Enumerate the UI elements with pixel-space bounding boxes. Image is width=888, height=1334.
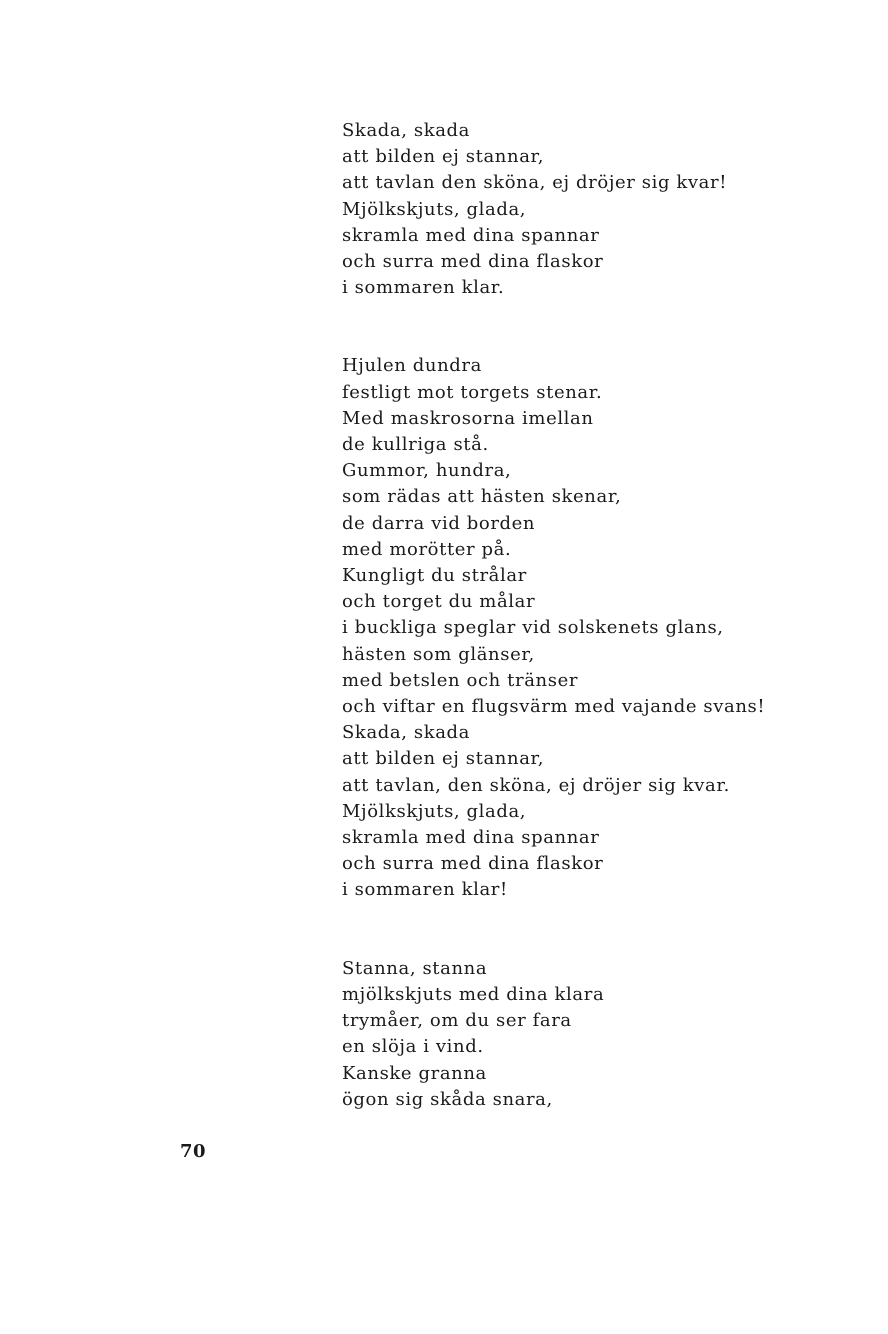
page-number: 70 (180, 1141, 207, 1162)
poem-line: hästen som glänser, (342, 643, 535, 665)
poem-line: i buckliga speglar vid solskenets glans, (342, 617, 724, 639)
poem-line: Stanna, stanna (342, 957, 488, 979)
stanza-3 (342, 956, 862, 1113)
poem-line: som rädas att hästen skenar, (342, 486, 622, 508)
poem-line: med morötter på. (342, 538, 512, 560)
poem-line: Skada, skada (342, 120, 470, 141)
poem-line: och viftar en flugsvärm med vajande svans! (342, 696, 766, 718)
poem-line: och surra med dina flaskor (342, 251, 604, 273)
poem-line: de darra vid borden (342, 512, 536, 534)
poem-line: i sommaren klar! (342, 879, 508, 901)
poem-line: Kungligt du strålar (342, 565, 527, 587)
poem-line: skramla med dina spannar (342, 224, 600, 246)
poem-line: Mjölkskjuts, glada, (342, 800, 527, 822)
poem-line: att bilden ej stannar, (342, 146, 545, 168)
poem-line: att bilden ej stannar, (342, 748, 545, 770)
poem-line: att tavlan, den sköna, ej dröjer sig kvar. (342, 774, 730, 796)
poem-line: med betslen och tränser (342, 669, 579, 691)
poem-line: en slöja i vind. (342, 1036, 484, 1058)
poem-text (342, 118, 862, 1113)
poem-line: och torget du målar (342, 591, 536, 613)
poem-line: festligt mot torgets stenar. (342, 381, 603, 403)
poem-line: trymåer, om du ser fara (342, 1010, 572, 1032)
poem-line: mjölkskjuts med dina klara (342, 983, 605, 1005)
poem-line: de kullriga stå. (342, 434, 489, 456)
poem-line: Kanske granna (342, 1062, 487, 1084)
poem-line: skramla med dina spannar (342, 827, 600, 849)
poem-line: ögon sig skåda snara, (342, 1088, 553, 1110)
poem-line: Mjölkskjuts, glada, (342, 198, 527, 220)
poem-line: Med maskrosorna imellan (342, 407, 594, 429)
poem-line: att tavlan den sköna, ej dröjer sig kvar! (342, 172, 728, 194)
poem-line: Gummor, hundra, (342, 460, 512, 482)
poem-line: Skada, skada (342, 722, 470, 744)
poem-line: Hjulen dundra (342, 355, 482, 377)
poem-line: och surra med dina flaskor (342, 853, 604, 875)
poem-line: i sommaren klar. (342, 277, 505, 299)
stanza-2 (342, 353, 862, 903)
stanza-1 (342, 118, 862, 301)
